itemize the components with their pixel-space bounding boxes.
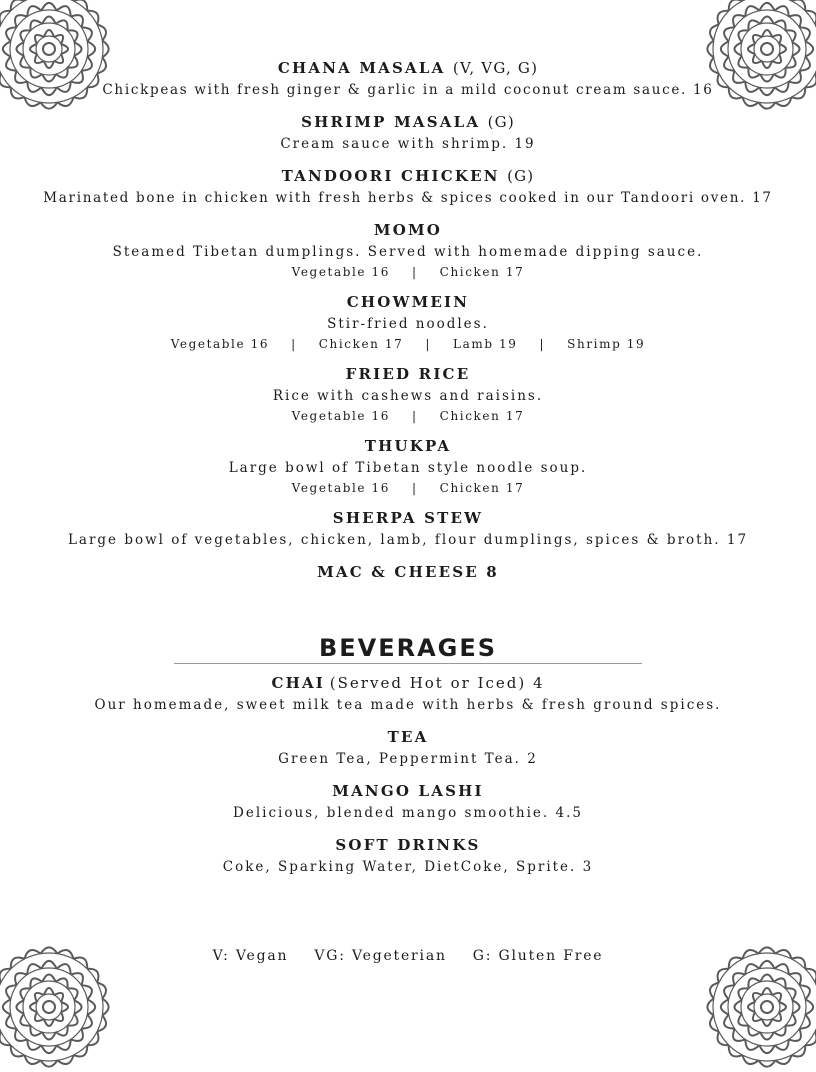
item-name: MOMO: [373, 221, 443, 239]
beverage-item: [0, 672, 816, 716]
item-name: TEA: [387, 728, 429, 746]
legend-vegan: V: Vegan: [212, 948, 289, 964]
menu-item: [0, 561, 816, 583]
item-description: Green Tea, Peppermint Tea. 2: [278, 751, 538, 767]
item-name: SHERPA STEW: [332, 509, 484, 527]
item-name: SOFT DRINKS: [335, 836, 481, 854]
menu-item: [0, 291, 816, 353]
item-name: CHANA MASALA (V, VG, G): [277, 59, 539, 77]
beverage-item: [0, 726, 816, 770]
beverage-item: [0, 780, 816, 824]
item-prices: Vegetable 16 | Chicken 17 | Lamb 19 | Shrimp 19: [170, 337, 646, 351]
menu-item: [0, 165, 816, 209]
item-description: Delicious, blended mango smoothie. 4.5: [233, 805, 583, 821]
item-description: Large bowl of Tibetan style noodle soup.: [228, 460, 588, 476]
item-prices: Vegetable 16 | Chicken 17: [291, 265, 525, 279]
item-name: THUKPA: [364, 437, 452, 455]
item-description: Coke, Sparking Water, DietCoke, Sprite. 3: [222, 859, 594, 875]
item-name: MAC & CHEESE 8: [317, 563, 499, 581]
item-name: MANGO LASHI: [332, 782, 484, 800]
legend-gluten-free: G: Gluten Free: [472, 948, 604, 964]
menu-page: [0, 57, 816, 888]
item-description: Large bowl of vegetables, chicken, lamb, flour dumplings, spices & broth. 17: [67, 532, 749, 548]
dietary-legend: [0, 948, 816, 964]
menu-item: [0, 219, 816, 281]
item-description: Marinated bone in chicken with fresh herbs & spices cooked in our Tandoori oven. 17: [43, 190, 773, 206]
menu-item: [0, 57, 816, 101]
item-prices: Vegetable 16 | Chicken 17: [291, 409, 525, 423]
item-prices: Vegetable 16 | Chicken 17: [291, 481, 525, 495]
menu-item: [0, 507, 816, 551]
item-description: Cream sauce with shrimp. 19: [280, 136, 536, 152]
item-name: FRIED RICE: [345, 365, 471, 383]
item-name: CHOWMEIN: [346, 293, 470, 311]
item-description: Rice with cashews and raisins.: [272, 388, 544, 404]
item-description: Our homemade, sweet milk tea made with herbs & fresh ground spices.: [94, 697, 722, 713]
menu-item: [0, 111, 816, 155]
item-name: TANDOORI CHICKEN (G): [281, 167, 535, 185]
menu-item: [0, 363, 816, 425]
item-description: Steamed Tibetan dumplings. Served with homemade dipping sauce.: [112, 244, 704, 260]
item-description: Chickpeas with fresh ginger & garlic in a mild coconut cream sauce. 16: [102, 82, 714, 98]
item-description: Stir-fried noodles.: [327, 316, 489, 332]
item-name: SHRIMP MASALA (G): [301, 113, 515, 131]
menu-item: [0, 435, 816, 497]
legend-vegetarian: VG: Vegeterian: [314, 948, 447, 964]
section-title-beverages: BEVERAGES: [174, 633, 642, 664]
item-name: CHAI (Served Hot or Iced) 4: [271, 674, 545, 692]
beverage-item: [0, 834, 816, 878]
